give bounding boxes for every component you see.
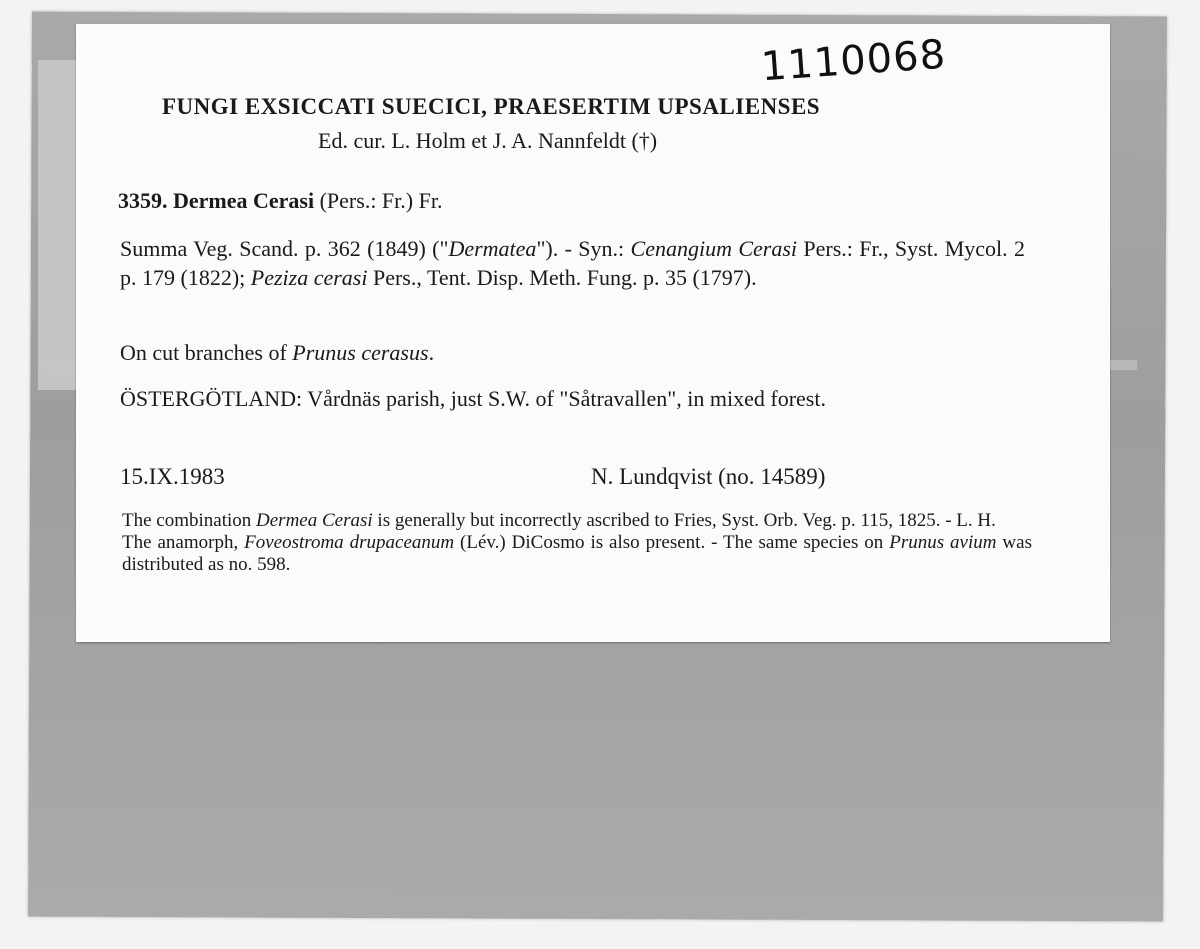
citation-text: "). - Syn.: [536, 236, 631, 261]
citation-synonym: Peziza cerasi [250, 265, 368, 290]
collector: N. Lundqvist (no. 14589) [591, 464, 826, 489]
note-text: The combination [122, 510, 257, 531]
species-heading [118, 188, 442, 214]
species-authority: (Pers.: Fr.) Fr. [314, 188, 443, 213]
note-text: is generally but incorrectly ascribed to Fries, Syst. Orb. Veg. p. 115, 1825. - L. H. [372, 510, 996, 531]
note-text: (Lév.) DiCosmo is also present. - The same species on [454, 532, 890, 553]
note-text: was distributed as no. 598. [122, 532, 1032, 575]
locality: ÖSTERGÖTLAND: Vårdnäs parish, just S.W. of "Såtravallen", in mixed forest. [120, 386, 826, 411]
note-host: Prunus avium [889, 532, 997, 553]
citation-text: Pers., Tent. Disp. Meth. Fung. p. 35 (1797). [367, 265, 757, 290]
substrate-line [120, 338, 1025, 367]
citation-text: Pers.: Fr., Syst. Mycol. 2 p. 179 (1822); [120, 236, 1026, 290]
substrate-text: . [428, 340, 435, 365]
note-taxon: Dermea Cerasi [256, 510, 373, 531]
nomenclature-citation [120, 234, 1025, 292]
note-taxon: Foveostroma drupaceanum [244, 532, 455, 553]
label-notes [122, 510, 1032, 576]
herbarium-label [76, 24, 1110, 642]
species-number-and-name: 3359. Dermea Cerasi [118, 188, 315, 213]
series-editors: Ed. cur. L. Holm et J. A. Nannfeldt (†) [318, 128, 658, 153]
citation-synonym: Cenangium Cerasi [630, 236, 797, 261]
catalog-number-handwritten: 1110068 [759, 31, 948, 91]
note-anamorph [122, 532, 1032, 576]
collection-date: 15.IX.1983 [120, 464, 225, 489]
envelope-flap-edge [38, 60, 76, 390]
citation-genus-variant: Dermatea [448, 236, 537, 261]
note-text: The anamorph, [122, 532, 245, 553]
citation-text: Summa Veg. Scand. p. 362 (1849) (" [120, 236, 449, 261]
series-title: FUNGI EXSICCATI SUECICI, PRAESERTIM UPSALIENSES [162, 94, 821, 119]
host-species: Prunus cerasus [292, 340, 429, 365]
substrate-text: On cut branches of [120, 340, 293, 365]
note-combination [122, 510, 1032, 532]
